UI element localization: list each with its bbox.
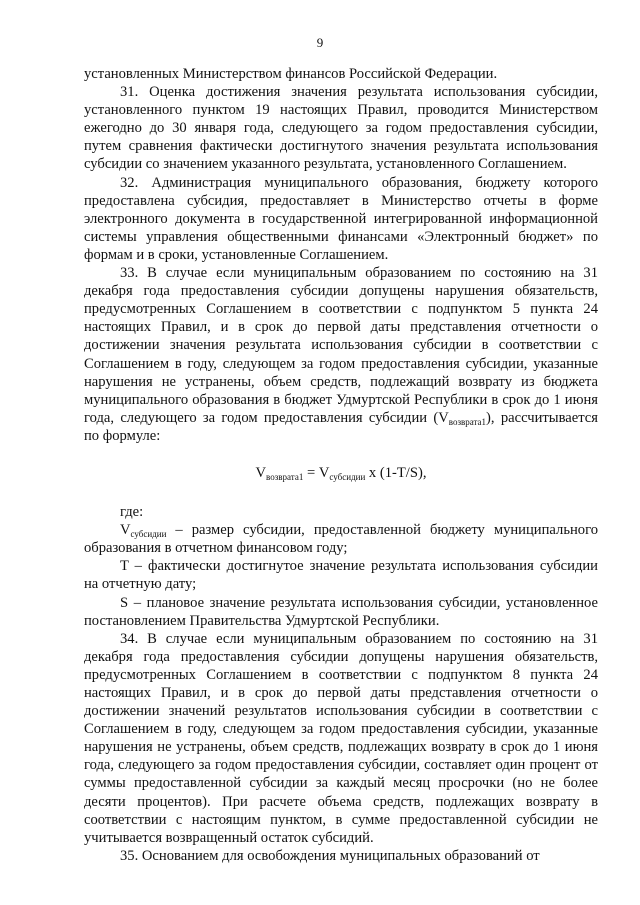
definition-v-symbol: V [120, 522, 131, 539]
definition-t: T – фактически достигнутое значение результата использования субсидии на отчетную дату; [84, 558, 598, 593]
paragraph-33-tail: ), рассчитывается по формуле: [84, 409, 598, 444]
paragraph-intro: установленных Министерством финансов Российской Федерации. [84, 66, 498, 82]
return-volume-symbol: V [438, 409, 449, 426]
formula-right-subscript: субсидии [329, 471, 366, 482]
definition-v-subscript: субсидии [130, 529, 167, 540]
definition-s: S – плановое значение результата использования субсидии, установленное постановлением Правительства Удмуртской Республики. [84, 594, 598, 629]
document-body [84, 65, 598, 865]
definition-v [84, 521, 598, 557]
definition-v-text: – размер субсидии, предоставленной бюджету муниципального образования в отчетном финансовом году; [84, 522, 598, 557]
paragraph-33 [84, 264, 598, 445]
paragraph-32: 32. Администрация муниципального образования, бюджету которого предоставлена субсидия, предоставляет в Министерство отчеты в форме электронного документа в государственной интегрированной информационной системы управления общественными финансами «Электронный бюджет» по формам и в сроки, установленные Соглашением. [84, 174, 598, 263]
paragraph-34: 34. В случае если муниципальным образованием по состоянию на 31 декабря года предоставления субсидии допущены нарушения обязательств, предусмотренных Соглашением в соответствии с подпунктом 8 пункта 24 настоящих Правил, и в срок до первой даты представления отчетности о достижении значений результатов использования субсидии в соответствии с Соглашением в году, следующем за годом предоставления субсидии, указанные нарушения не устранены, объем средств, подлежащих возврату в срок до 1 июня года, следующего за годом предоставления субсидии, составляет один процент от суммы предоставленной субсидии за каждый месяц просрочки (но не более десяти процентов). При расчете объема средств, подлежащих возврату в соответствии с настоящим пунктом, в сумме предоставленной субсидии не учитывается возвращенный остаток субсидий. [84, 630, 598, 846]
where-label: где: [120, 504, 144, 521]
page-number: 9 [316, 35, 324, 50]
formula-rest: x (1-T/S), [365, 464, 427, 481]
paragraph-33-text: 33. В случае если муниципальным образованием по состоянию на 31 декабря года предоставления субсидии допущены нарушения обязательств, предусмотренных Соглашением в соответствии с подпунктом 5 пункта 24 настоящих Правил, и в срок до первой даты представления отчетности о достижении значения результата использования субсидии в соответствии с Соглашением в году, следующем за годом предоставления субсидии, указанные нарушения не устранены, объем средств, подлежащий возврату из бюджета муниципального образования в бюджет Удмуртской Республики в срок до 1 июня года, следующего за годом предоставления субсидии ( [84, 265, 598, 426]
paragraph-31: 31. Оценка достижения значения результата использования субсидии, установленного пунктом 19 настоящих Правил, проводится Министерством ежегодно до 30 января года, следующего за годом предоставления субсидии, путем сравнения фактически достигнутого значения результата использования субсидии со значением указанного результата, установленного Соглашением. [84, 84, 598, 173]
formula-left-subscript: возврата1 [266, 471, 304, 482]
formula-left-symbol: V [255, 464, 267, 481]
formula [84, 464, 598, 482]
return-volume-subscript: возврата1 [448, 416, 487, 427]
formula-equals: = V [303, 464, 330, 481]
paragraph-35: 35. Основанием для освобождения муниципальных образований от [120, 847, 540, 864]
